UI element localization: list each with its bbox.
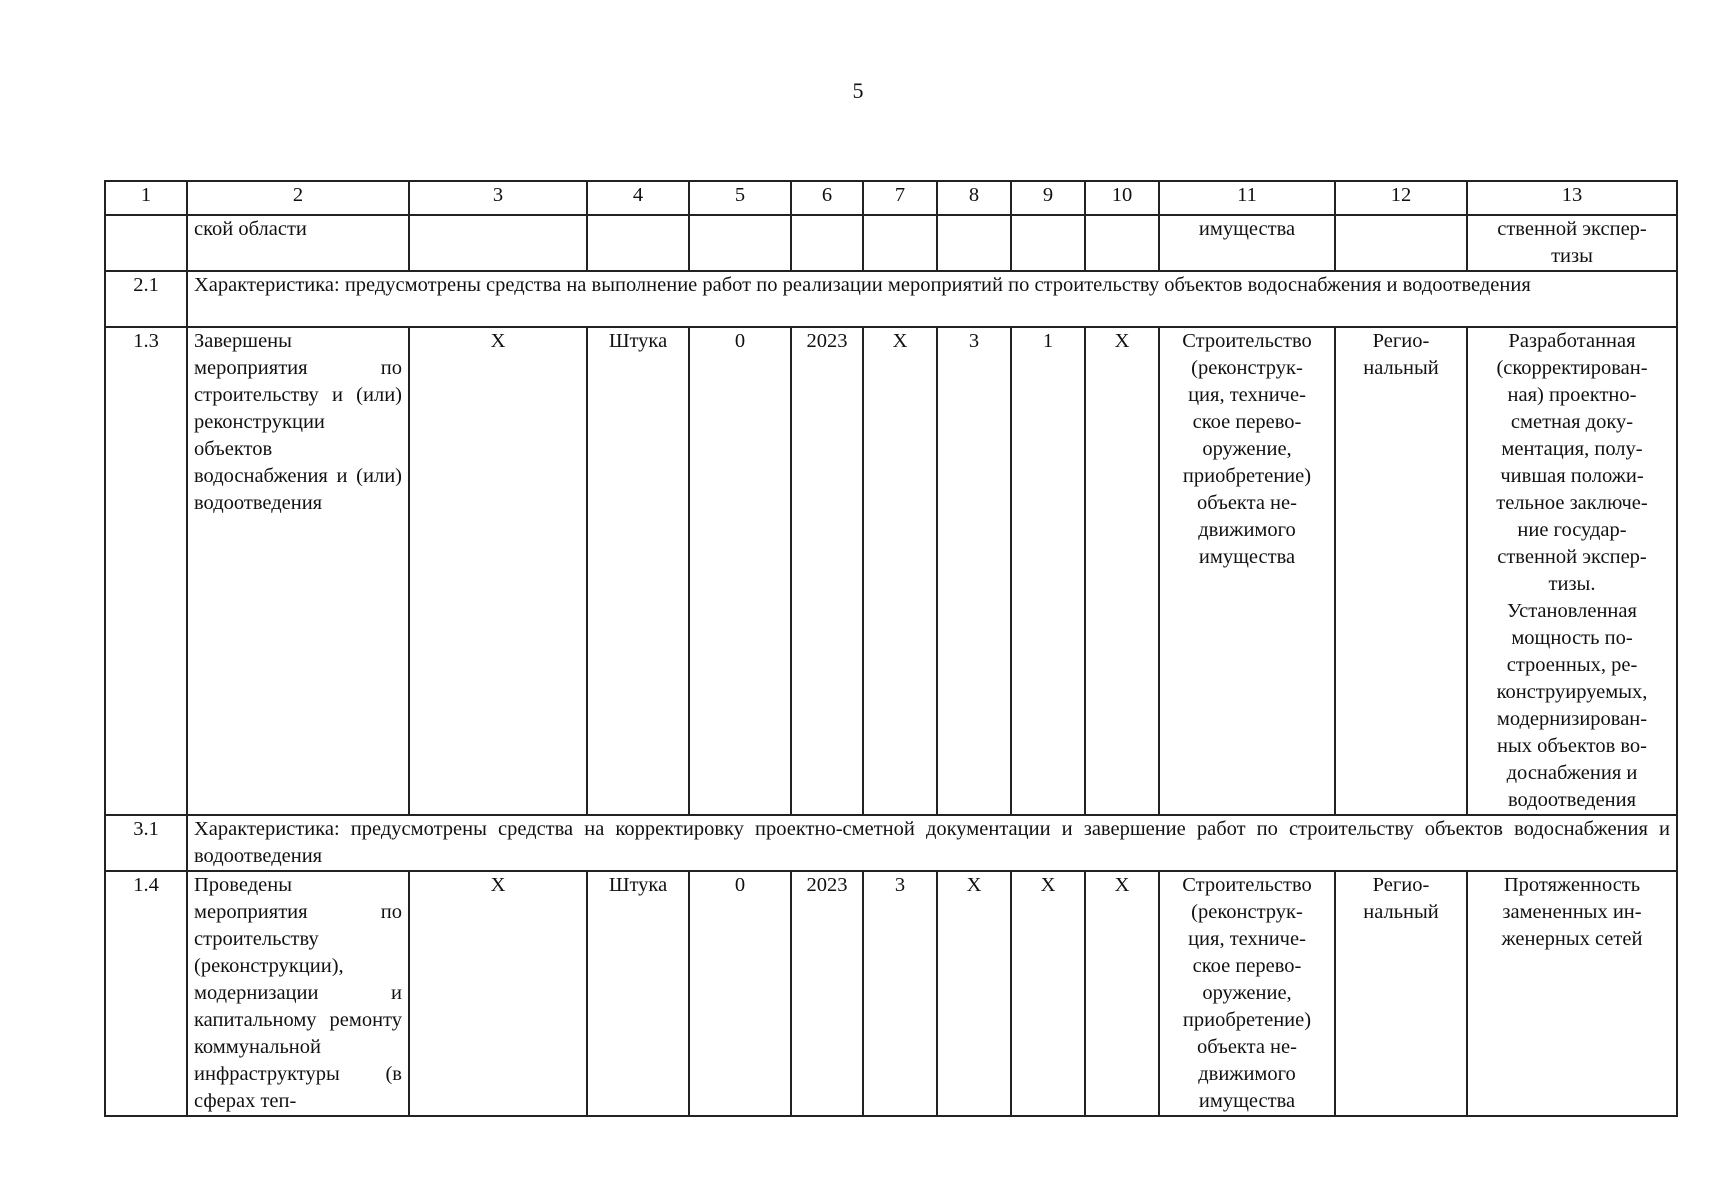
cell-col-5: 0 [689, 871, 791, 1116]
column-number: 7 [863, 181, 937, 215]
cell-col-3: X [409, 327, 587, 815]
cell-col-7: 3 [863, 871, 937, 1116]
cell-col-9: 1 [1011, 327, 1085, 815]
section-row [105, 815, 1677, 871]
cell-col-3: X [409, 871, 587, 1116]
section-row [105, 271, 1677, 327]
section-characteristic: Характеристика: предусмотрены средства на корректировку проектно-сметной документации и завершение работ по строительству объектов водоснабжения и водоотведения [187, 815, 1677, 871]
column-number-row [105, 181, 1677, 215]
column-number: 1 [105, 181, 187, 215]
column-number: 11 [1159, 181, 1335, 215]
section-characteristic: Характеристика: предусмотрены средства на выполнение работ по реализации мероприятий по строительству объектов водоснабжения и водоотведения [187, 271, 1677, 327]
measure-description: Проведены мероприятия по строительству (реконструкции), модернизации и капитальному ремонту коммунальной инфраструктуры (в сферах теп- [187, 871, 409, 1116]
continuation-row [105, 215, 1677, 271]
page-number: 5 [852, 78, 864, 103]
year-cell: 2023 [791, 871, 863, 1116]
column-number: 3 [409, 181, 587, 215]
level-cell: Регио- нальный [1335, 327, 1467, 815]
column-number: 10 [1085, 181, 1159, 215]
program-table [104, 180, 1678, 1117]
column-number: 13 [1467, 181, 1677, 215]
cell-col-9: X [1011, 871, 1085, 1116]
cell-col-8: X [937, 871, 1011, 1116]
table-row [105, 871, 1677, 1116]
row-number: 1.3 [105, 327, 187, 815]
result-cell: Разработанная (скорректирован- ная) проектно- сметная доку- ментация, полу- чившая положи- тельное заключе- ние государ- ственной экспер- тизы. Установленная мощность по- строенных, ре- конструируемых, модернизирован- ных объектов во- доснабжения и водоотведения [1467, 327, 1677, 815]
result-cell: Протяженность замененных ин- женерных сетей [1467, 871, 1677, 1116]
continuation-cell-2: ской области [187, 215, 409, 271]
cell-col-8: 3 [937, 327, 1011, 815]
column-number: 12 [1335, 181, 1467, 215]
column-number: 6 [791, 181, 863, 215]
cell-col-5: 0 [689, 327, 791, 815]
unit-cell: Штука [587, 871, 689, 1116]
row-number: 1.4 [105, 871, 187, 1116]
cell-col-7: X [863, 327, 937, 815]
unit-cell: Штука [587, 327, 689, 815]
measure-description: Завершены мероприятия по строительству и (или) реконструкции объектов водоснабжения и (или) водоотведения [187, 327, 409, 815]
continuation-cell-13: ственной экспер- тизы [1467, 215, 1677, 271]
measure-type-cell: Строительство (реконструк- ция, техниче- ское перево- оружение, приобретение) объекта не- движимого имущества [1159, 327, 1335, 815]
column-number: 4 [587, 181, 689, 215]
column-number: 2 [187, 181, 409, 215]
column-number: 5 [689, 181, 791, 215]
cell-col-10: X [1085, 327, 1159, 815]
measure-type-cell: Строительство (реконструк- ция, техниче- ское перево- оружение, приобретение) объекта не- движимого имущества [1159, 871, 1335, 1116]
table-row [105, 327, 1677, 815]
section-number: 2.1 [105, 271, 187, 327]
column-number: 9 [1011, 181, 1085, 215]
section-number: 3.1 [105, 815, 187, 871]
level-cell: Регио- нальный [1335, 871, 1467, 1116]
year-cell: 2023 [791, 327, 863, 815]
column-number: 8 [937, 181, 1011, 215]
continuation-cell-11: имущества [1159, 215, 1335, 271]
cell-col-10: X [1085, 871, 1159, 1116]
